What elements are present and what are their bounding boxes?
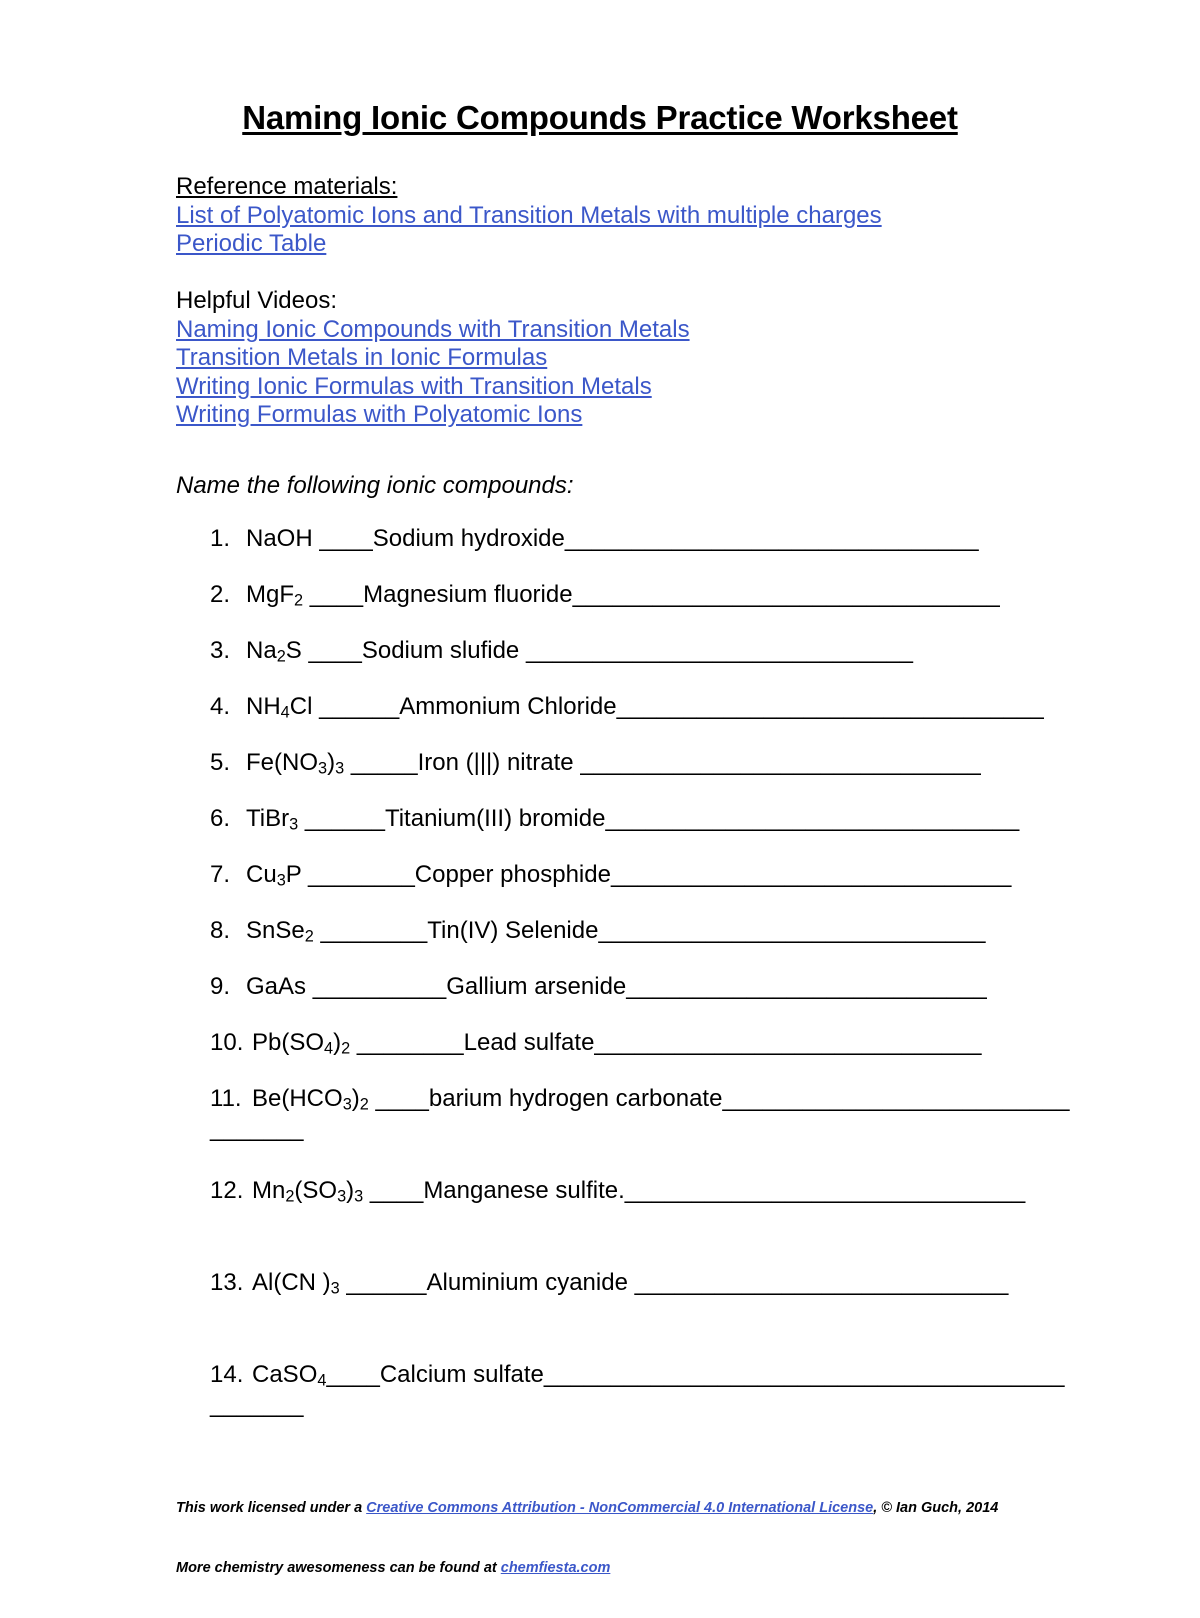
question-number: 13. [210, 1269, 244, 1296]
answer-blank-trailing[interactable]: ______________________________ [624, 1177, 1026, 1204]
chemical-formula: Al(CN )$_3$ [252, 1269, 340, 1298]
question-item [210, 580, 1070, 610]
footer-license-prefix: This work licensed under a [176, 1500, 367, 1516]
question-number: 9. [210, 973, 231, 1000]
question-body [246, 861, 1011, 888]
answer-text[interactable]: Iron (|||) nitrate [417, 749, 581, 776]
question-number: 2. [210, 581, 231, 608]
answer-blank-trailing[interactable]: _____________________________ [598, 917, 986, 944]
answer-blank-lead[interactable]: ____ [326, 1361, 380, 1388]
formula-subscript: 4 [324, 1039, 334, 1058]
question-number: 4. [210, 693, 231, 720]
reference-materials-heading: Reference materials: [176, 173, 398, 200]
formula-subscript: 3 [289, 815, 299, 834]
answer-text[interactable]: Titanium(III) bromide [384, 805, 606, 832]
chemical-formula: GaAs [246, 973, 307, 1000]
chemical-formula: $NH_4Cl$ [246, 693, 313, 722]
question-item [210, 1176, 1070, 1206]
formula-subscript: 2 [359, 1095, 369, 1114]
answer-blank-trailing[interactable]: ___________________________ [626, 973, 987, 1000]
answer-text[interactable]: Ammonium Chloride [399, 693, 617, 720]
formula-subscript: 2 [304, 927, 314, 946]
question-number: 6. [210, 805, 231, 832]
answer-blank-lead[interactable]: ____ [301, 637, 362, 664]
question-item [210, 1360, 1070, 1420]
footer [176, 1458, 1076, 1618]
footer-line-1 [176, 1498, 1076, 1518]
formula-subscript: 3 [342, 1095, 352, 1114]
chemical-formula: $Mn_2(SO_3)_3$ [252, 1177, 364, 1206]
question-body [246, 581, 1000, 608]
question-number: 8. [210, 917, 231, 944]
formula-subscript: 2 [276, 647, 286, 666]
answer-text[interactable]: Tin(IV) Selenide [427, 917, 599, 944]
answer-blank-lead[interactable]: ____ [363, 1177, 424, 1204]
answer-blank-trailing[interactable]: _________________________________ [210, 1085, 1070, 1142]
link-polyatomic-ions-list[interactable]: List of Polyatomic Ions and Transition Metals with multiple charges [176, 201, 882, 229]
footer-line-2 [176, 1558, 1076, 1578]
formula-subscript: 3 [337, 1187, 347, 1206]
chemical-formula: $Cu_3P$ [246, 861, 302, 890]
question-body [252, 1269, 1008, 1296]
question-item [210, 692, 1070, 722]
chemical-formula: $Pb(SO_4)_2$ [252, 1029, 351, 1058]
answer-text[interactable]: Sodium slufide [361, 637, 526, 664]
chemical-formula: SnSe$_2$ [246, 917, 314, 946]
question-number: 12. [210, 1177, 244, 1204]
question-number: 1. [210, 525, 231, 552]
answer-blank-trailing[interactable]: ________________________________ [616, 693, 1044, 720]
question-body [246, 525, 979, 552]
question-item [210, 1268, 1070, 1298]
chemical-formula: CaSO$_4$ [252, 1361, 327, 1390]
answer-blank-lead[interactable]: ____ [368, 1085, 429, 1112]
formula-subscript: 4 [280, 703, 290, 722]
question-number: 3. [210, 637, 231, 664]
question-item [210, 1028, 1070, 1058]
answer-blank-trailing[interactable]: _______________________________ [564, 525, 979, 552]
footer-license-suffix: , © Ian Guch, 2014 [873, 1500, 999, 1516]
answer-text[interactable]: Calcium sulfate [379, 1361, 544, 1388]
block-spacer [176, 259, 1076, 288]
question-body [246, 637, 913, 664]
formula-subscript: 3 [318, 759, 328, 778]
answer-text[interactable]: Magnesium fluoride [363, 581, 573, 608]
answer-text[interactable]: Manganese sulfite. [423, 1177, 625, 1204]
answer-blank-trailing[interactable]: _____________________________ [594, 1029, 982, 1056]
answer-blank-trailing[interactable]: ______________________________ [580, 749, 981, 776]
question-item [210, 860, 1070, 890]
answer-blank-trailing[interactable]: ____________________________ [634, 1269, 1009, 1296]
chemical-formula: MgF$_2$ [246, 581, 304, 610]
answer-blank-lead[interactable]: ________ [301, 861, 415, 888]
answer-blank-lead[interactable]: ________ [313, 917, 428, 944]
link-chemfiesta[interactable]: chemfiesta.com [500, 1560, 611, 1576]
formula-subscript: 2 [285, 1187, 295, 1206]
answer-blank-lead[interactable]: ______ [312, 693, 400, 720]
answer-blank-lead[interactable]: ______ [339, 1269, 427, 1296]
question-body [246, 805, 1019, 832]
question-body [252, 1029, 982, 1056]
formula-subscript: 3 [354, 1187, 364, 1206]
answer-blank-lead[interactable]: _____ [344, 749, 418, 776]
question-item [210, 916, 1070, 946]
question-item [210, 524, 1070, 554]
answer-blank-lead[interactable]: ________ [350, 1029, 464, 1056]
reference-and-video-block [176, 173, 1076, 430]
answer-blank-lead[interactable]: __________ [306, 973, 447, 1000]
question-body [210, 1361, 1064, 1418]
answer-blank-trailing[interactable]: ______________________________________________ [210, 1361, 1065, 1418]
instruction-text: Name the following ionic compounds: [176, 472, 574, 499]
question-item [210, 972, 1070, 1002]
link-video-writing-ionic-formulas[interactable]: Writing Ionic Formulas with Transition Metals [176, 372, 652, 400]
link-video-naming-ionic-compounds[interactable]: Naming Ionic Compounds with Transition Metals [176, 315, 690, 343]
question-number: 7. [210, 861, 231, 888]
answer-text[interactable]: barium hydrogen carbonate [428, 1085, 723, 1112]
answer-text[interactable]: Aluminium cyanide [426, 1269, 635, 1296]
question-number: 5. [210, 749, 231, 776]
formula-subscript: 4 [317, 1371, 327, 1390]
question-item [210, 1084, 1070, 1144]
formula-subscript: 2 [341, 1039, 351, 1058]
footer-chemfiesta-prefix: More chemistry awesomeness can be found at [176, 1560, 501, 1576]
question-number: 10. [210, 1029, 244, 1056]
answer-blank-trailing[interactable]: ________________________________ [572, 581, 1000, 608]
answer-blank-lead[interactable]: ____ [312, 525, 373, 552]
formula-subscript: 3 [330, 1279, 340, 1298]
question-number: 14. [210, 1361, 244, 1388]
question-body [246, 693, 1044, 720]
chemical-formula: TiBr$_3$ [246, 805, 299, 834]
question-body [210, 1085, 1069, 1142]
answer-blank-lead[interactable]: ______ [298, 805, 385, 832]
link-periodic-table[interactable]: Periodic Table [176, 230, 327, 257]
chemical-formula: $Fe(NO_3)_3$ [246, 749, 345, 778]
question-body [246, 973, 987, 1000]
question-item [210, 804, 1070, 834]
link-video-transition-metals-formulas[interactable]: Transition Metals in Ionic Formulas [176, 344, 548, 371]
answer-blank-trailing[interactable]: ______________________________ [610, 861, 1012, 888]
question-number: 11. [210, 1085, 242, 1112]
chemical-formula: NaOH [246, 525, 313, 552]
question-item [210, 636, 1070, 666]
question-body [246, 749, 981, 776]
question-item [210, 748, 1070, 778]
answer-blank-lead[interactable]: ____ [303, 581, 364, 608]
chemical-formula: $Be(HCO_3)_2$ [252, 1085, 369, 1114]
link-creative-commons-license[interactable]: Creative Commons Attribution - NonCommercial 4.0 International License [366, 1500, 874, 1516]
page-title-text: Naming Ionic Compounds Practice Worksheet [242, 99, 958, 136]
answer-text[interactable]: Lead sulfate [463, 1029, 595, 1056]
question-body [246, 917, 986, 944]
helpful-videos-heading: Helpful Videos: [176, 287, 337, 314]
chemical-formula: $Na_2S$ [246, 637, 302, 666]
formula-subscript: 3 [276, 871, 286, 890]
formula-subscript: 3 [335, 759, 345, 778]
answer-text[interactable]: Copper phosphide [414, 861, 611, 888]
answer-blank-trailing[interactable]: _______________________________ [605, 805, 1020, 832]
link-video-writing-polyatomic-formulas[interactable]: Writing Formulas with Polyatomic Ions [176, 401, 583, 428]
formula-subscript: 2 [294, 591, 304, 610]
question-body [252, 1177, 1025, 1204]
answer-text[interactable]: Gallium arsenide [446, 973, 627, 1000]
page-title [0, 98, 1200, 138]
answer-blank-trailing[interactable]: _____________________________ [525, 637, 914, 664]
answer-text[interactable]: Sodium hydroxide [372, 525, 565, 552]
